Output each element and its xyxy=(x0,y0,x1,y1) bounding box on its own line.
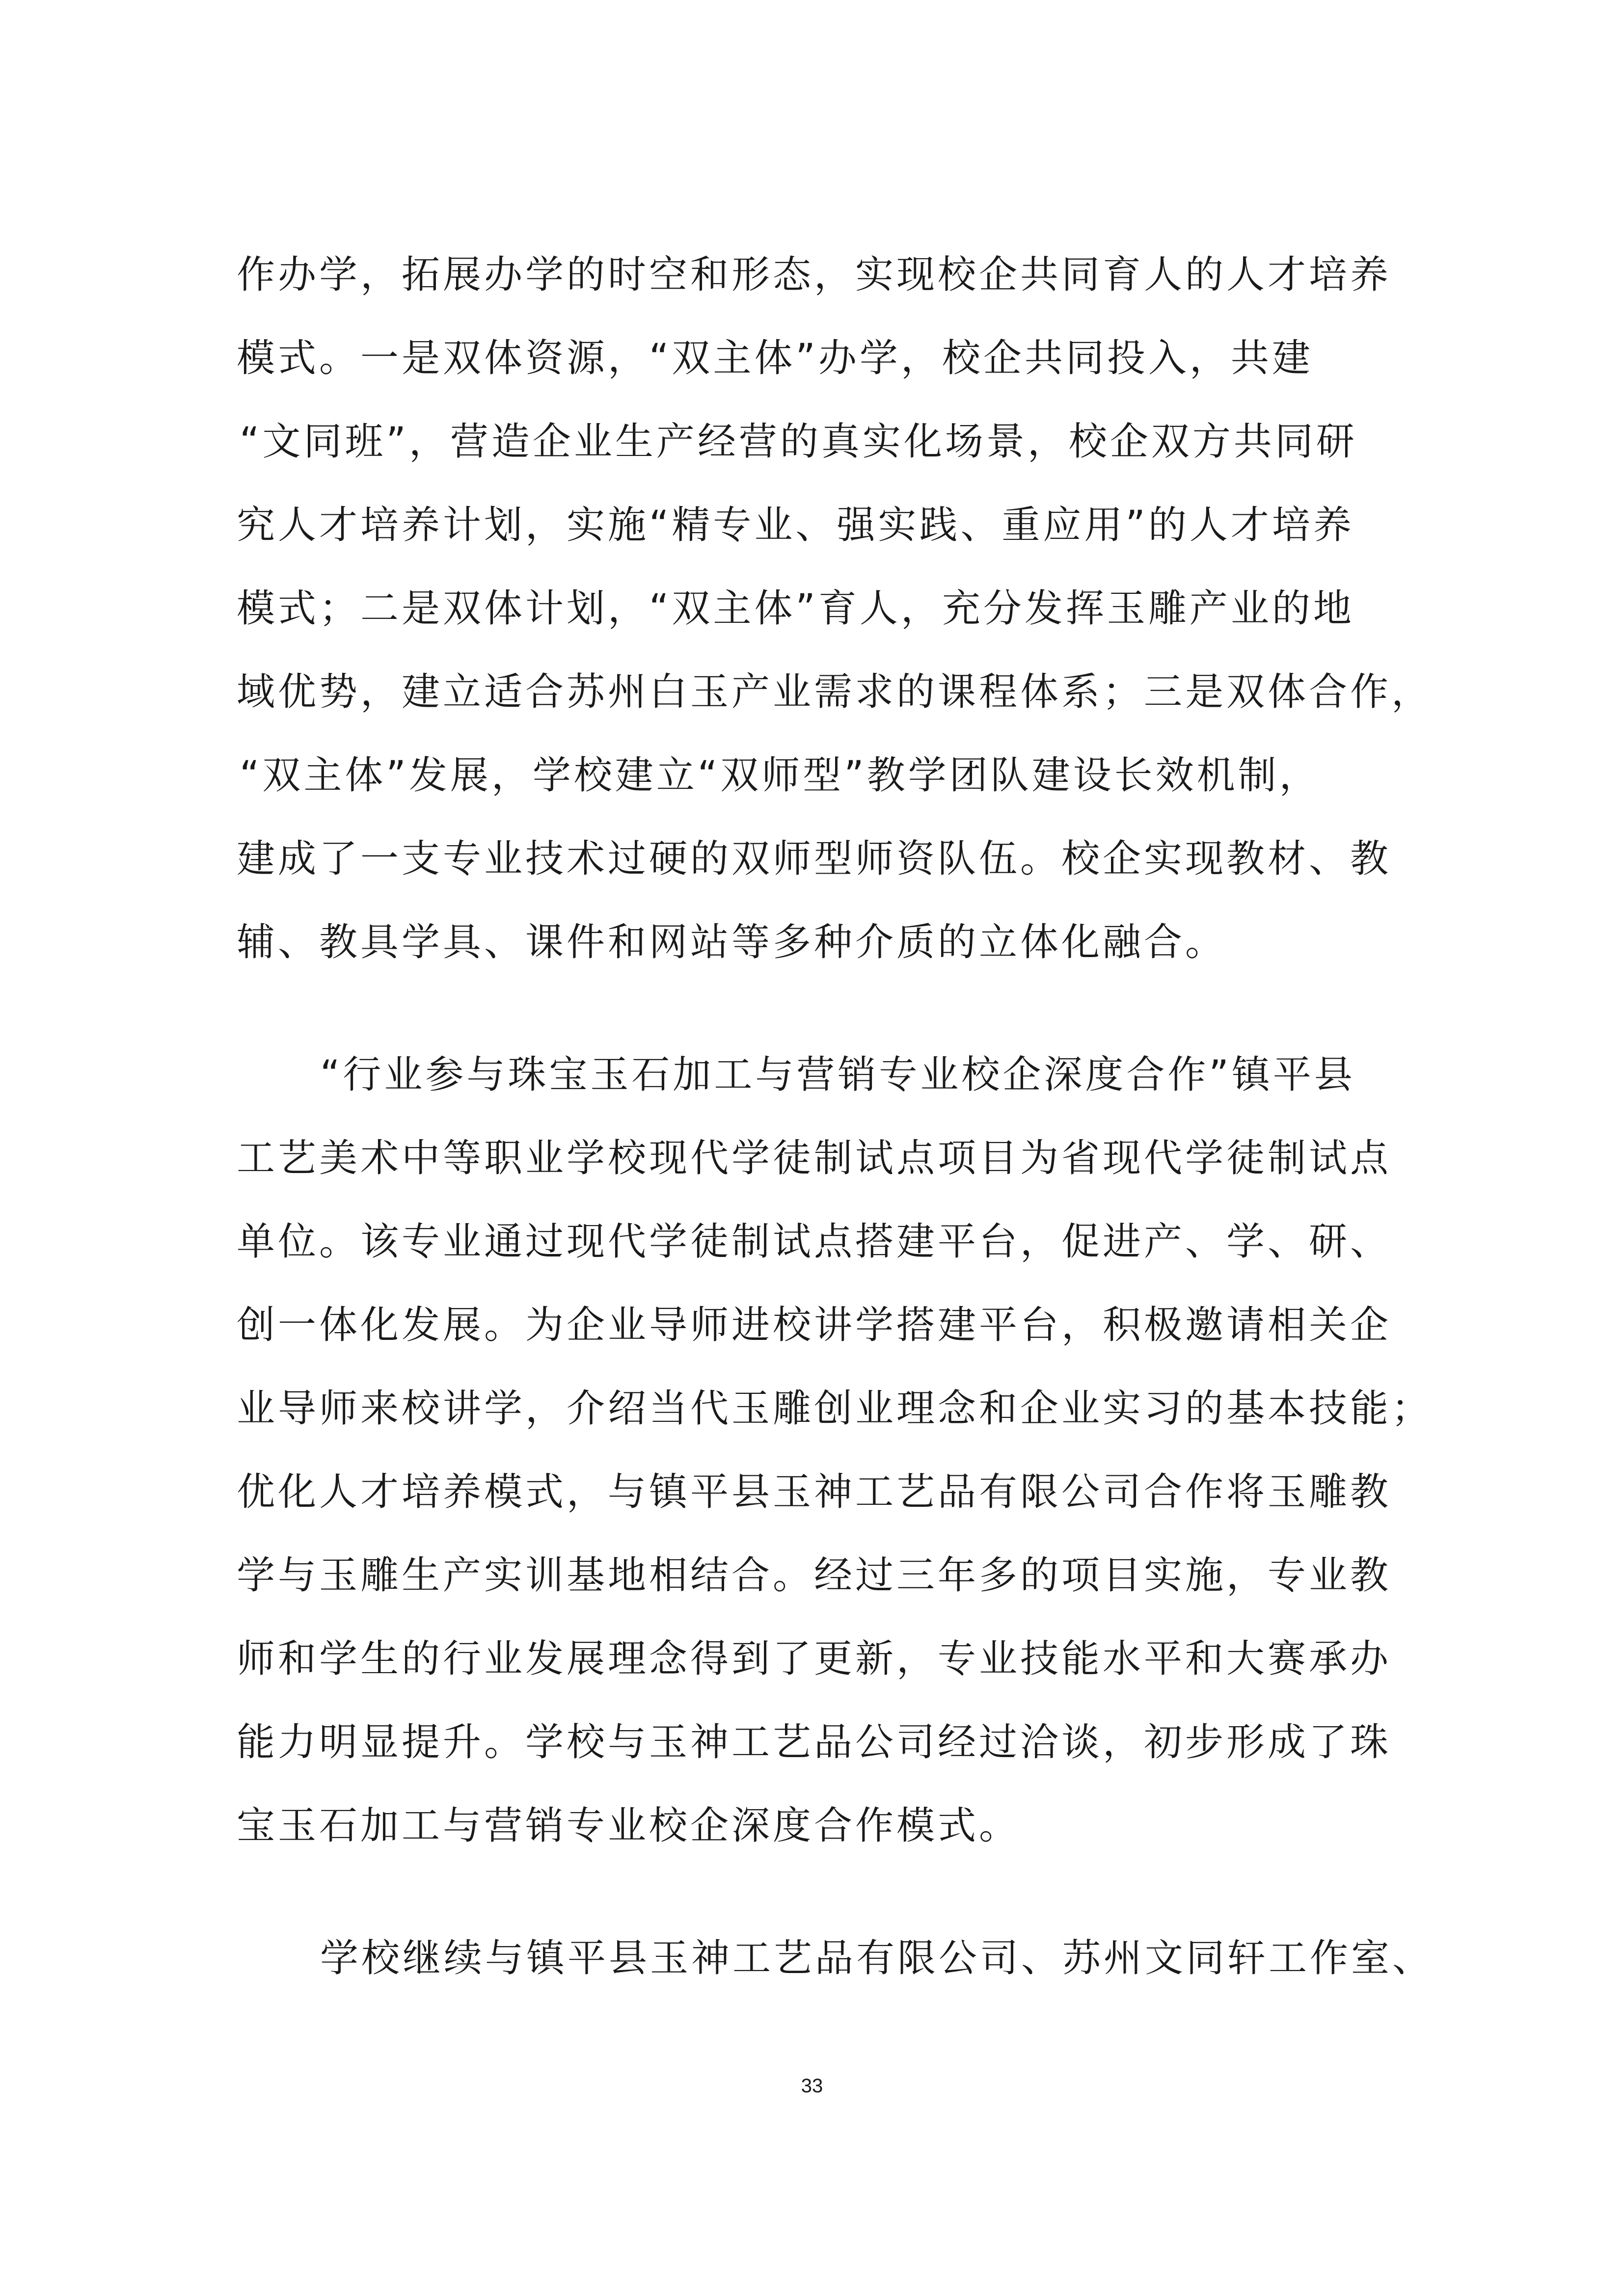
text-line: 单位。该专业通过现代学徒制试点搭建平台，促进产、学、研、 xyxy=(237,1220,1392,1264)
text-line: 域优势，建立适合苏州白玉产业需求的课程体系；三是双体合作， xyxy=(237,670,1433,714)
text-line: 模式。一是双体资源，“双主体”办学，校企共同投入，共建 xyxy=(237,336,1313,380)
text-line: 优化人才培养模式，与镇平县玉神工艺品有限公司合作将玉雕教 xyxy=(237,1470,1392,1514)
text-line: 究人才培养计划，实施“精专业、强实践、重应用”的人才培养 xyxy=(237,503,1354,547)
text-line: 业导师来校讲学，介绍当代玉雕创业理念和企业实习的基本技能； xyxy=(237,1387,1433,1431)
text-line: 辅、教具学具、课件和网站等多种介质的立体化融合。 xyxy=(237,920,1227,964)
text-line: 模式；二是双体计划，“双主体”育人，充分发挥玉雕产业的地 xyxy=(237,587,1354,631)
text-line: 师和学生的行业发展理念得到了更新，专业技能水平和大赛承办 xyxy=(237,1637,1392,1681)
text-line: 工艺美术中等职业学校现代学徒制试点项目为省现代学徒制试点 xyxy=(237,1136,1392,1180)
text-line: “行业参与珠宝玉石加工与营销专业校企深度合作”镇平县 xyxy=(320,1053,1355,1097)
text-line: 学与玉雕生产实训基地相结合。经过三年多的项目实施，专业教 xyxy=(237,1553,1392,1598)
text-line: “双主体”发展，学校建立“双师型”教学团队建设长效机制， xyxy=(240,753,1321,798)
text-line: 建成了一支专业技术过硬的双师型师资队伍。校企实现教材、教 xyxy=(237,837,1392,881)
page-number: 33 xyxy=(801,2075,823,2097)
text-line: 创一体化发展。为企业导师进校讲学搭建平台，积极邀请相关企 xyxy=(237,1303,1392,1347)
text-line: 学校继续与镇平县玉神工艺品有限公司、苏州文同轩工作室、 xyxy=(320,1936,1434,1980)
text-line: 作办学，拓展办学的时空和形态，实现校企共同育人的人才培养 xyxy=(237,253,1392,297)
text-line: 宝玉石加工与营销专业校企深度合作模式。 xyxy=(237,1804,1021,1848)
text-line: 能力明显提升。学校与玉神工艺品公司经过洽谈，初步形成了珠 xyxy=(237,1720,1392,1764)
text-line: “文同班”，营造企业生产经营的真实化场景，校企双方共同研 xyxy=(240,420,1357,464)
